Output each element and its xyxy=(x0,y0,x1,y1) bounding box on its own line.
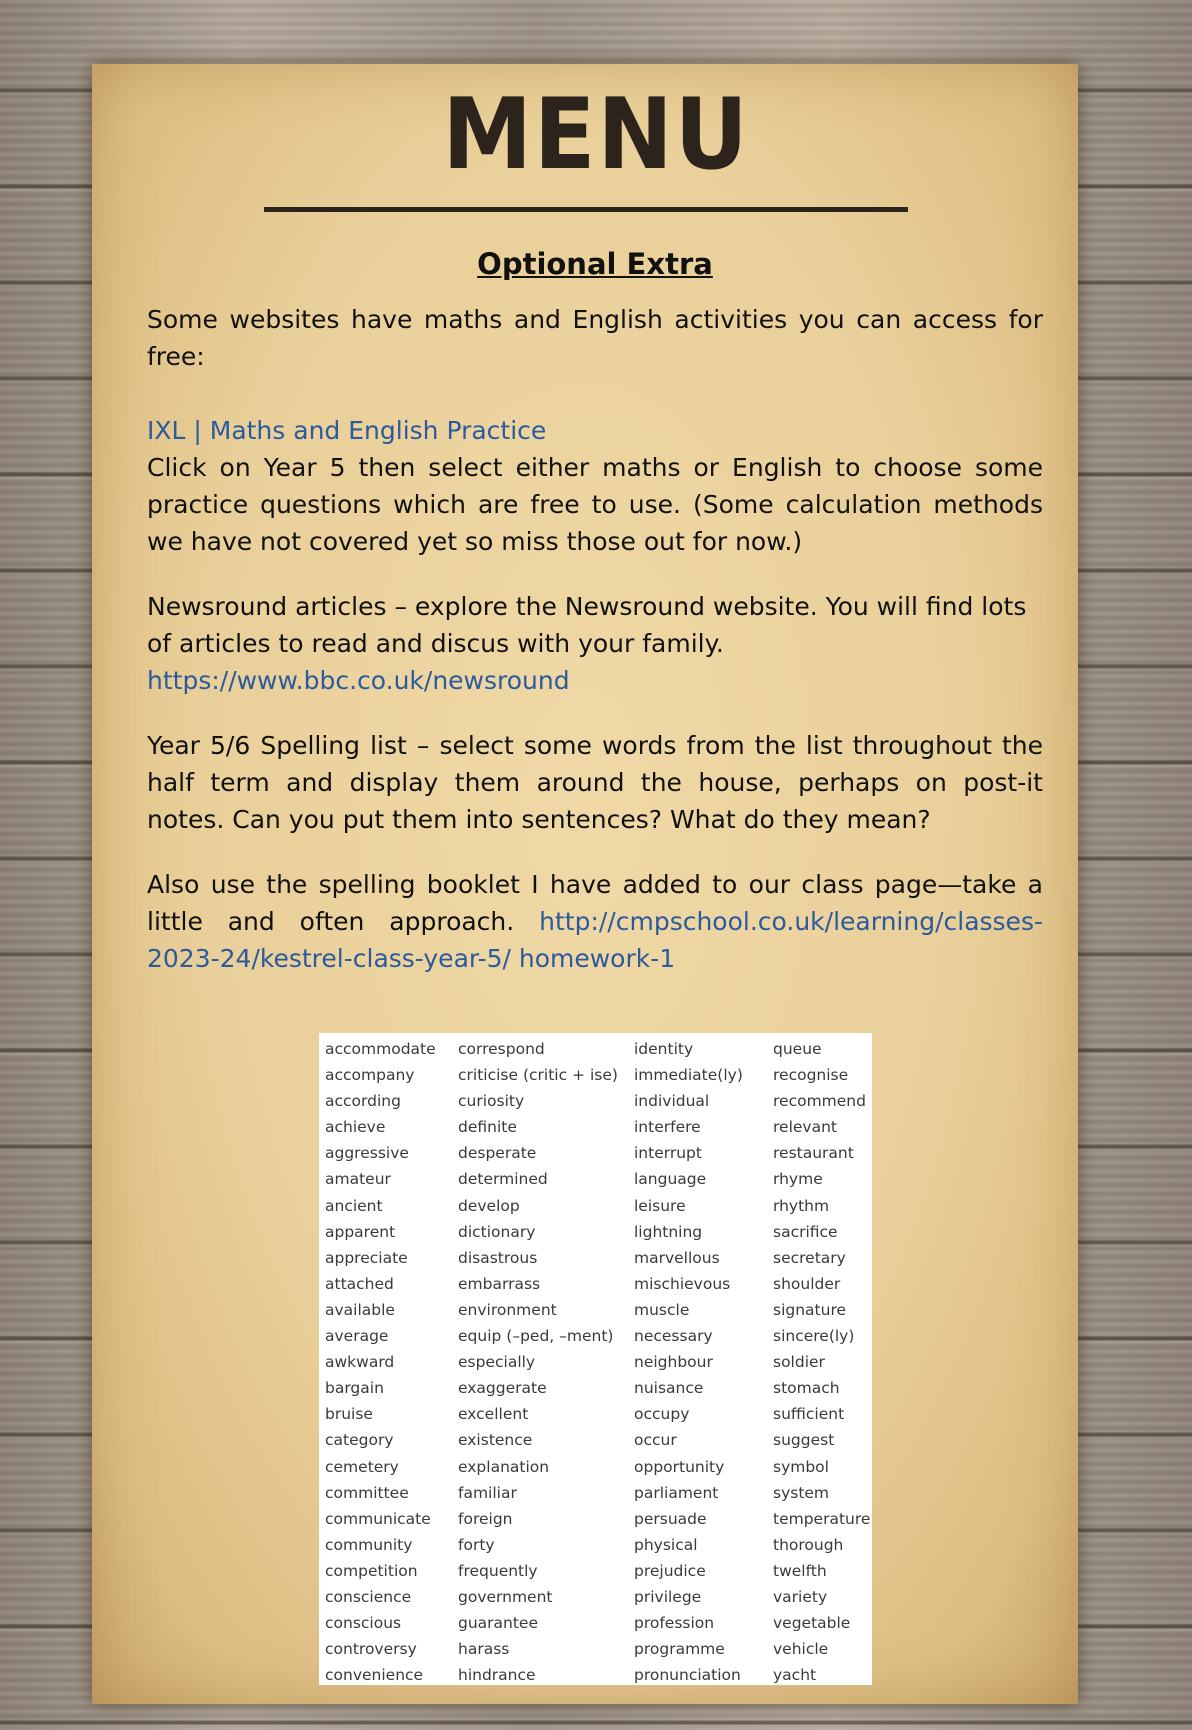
spelling-word: conscious xyxy=(325,1614,402,1633)
spelling-word: accommodate xyxy=(325,1040,436,1058)
spelling-word: language xyxy=(634,1170,707,1189)
spelling-word: familiar xyxy=(458,1483,517,1502)
spelling-word: convenience xyxy=(325,1666,424,1685)
spelling-word: vehicle xyxy=(773,1640,829,1659)
spelling-word: rhyme xyxy=(773,1170,823,1189)
ixl-link[interactable]: IXL | Maths and English Practice xyxy=(147,416,547,445)
spelling-word: communicate xyxy=(325,1509,431,1528)
spelling-word: sacrifice xyxy=(773,1222,838,1241)
spelling-word: explanation xyxy=(458,1457,550,1476)
page-title: MENU xyxy=(442,78,750,192)
spelling-word: system xyxy=(773,1483,830,1502)
spelling-word: interrupt xyxy=(634,1144,702,1163)
spelling-word: marvellous xyxy=(634,1248,720,1267)
word-column-2 xyxy=(458,1036,634,1688)
spelling-word: interfere xyxy=(634,1118,701,1137)
spelling-word: definite xyxy=(458,1118,517,1137)
spelling-word: awkward xyxy=(325,1353,395,1372)
booklet-text: Also use the spelling booklet I have added to our class page—take a little and often approach. xyxy=(147,870,1043,936)
spelling-word: government xyxy=(458,1587,553,1606)
spelling-word: muscle xyxy=(634,1300,690,1319)
spelling-word: leisure xyxy=(634,1196,686,1215)
spelling-word: average xyxy=(325,1327,389,1346)
spelling-word: guarantee xyxy=(458,1614,539,1633)
spelling-word: curiosity xyxy=(458,1092,525,1111)
spelling-word: shoulder xyxy=(773,1274,841,1293)
spelling-word: neighbour xyxy=(634,1353,713,1372)
spelling-word: dictionary xyxy=(458,1222,536,1241)
spelling-word: develop xyxy=(458,1196,520,1215)
spelling-word: disastrous xyxy=(458,1248,538,1267)
spelling-word: competition xyxy=(325,1561,418,1580)
spelling-word: secretary xyxy=(773,1248,846,1267)
spelling-word: amateur xyxy=(325,1170,391,1189)
spelling-word: bruise xyxy=(325,1405,373,1424)
spelling-word: occupy xyxy=(634,1405,690,1424)
spelling-word: suggest xyxy=(773,1431,835,1450)
spelling-word: exaggerate xyxy=(458,1379,547,1398)
spelling-word: equip (–ped, –ment) xyxy=(458,1327,614,1346)
content xyxy=(147,240,1043,977)
spelling-word: recommend xyxy=(773,1092,866,1111)
section-heading: Optional Extra xyxy=(477,247,713,281)
spelling-word: attached xyxy=(325,1274,394,1293)
intro-text: Some websites have maths and English activities you can access for free: xyxy=(147,305,1043,371)
spelling-word: excellent xyxy=(458,1405,529,1424)
spelling-word: soldier xyxy=(773,1353,825,1372)
spelling-word: harass xyxy=(458,1640,510,1659)
booklet-link[interactable]: http://cmpschool.co.uk/learning/classes-2023-24/kestrel-class-year-5/ homework-1 xyxy=(147,907,1043,973)
spelling-word: relevant xyxy=(773,1118,837,1137)
ixl-text: Click on Year 5 then select either maths or English to choose some practice questions which are free to use. (Some calculation methods we have not covered yet so miss those out for now.) xyxy=(147,453,1043,556)
spelling-word: according xyxy=(325,1092,401,1111)
spelling-word: symbol xyxy=(773,1457,829,1476)
spelling-word: immediate(ly) xyxy=(634,1066,743,1085)
spelling-word: existence xyxy=(458,1431,533,1450)
spelling-word: embarrass xyxy=(458,1274,541,1293)
spelling-word: twelfth xyxy=(773,1561,827,1580)
spelling-word: individual xyxy=(634,1092,710,1111)
spelling-word: mischievous xyxy=(634,1274,731,1293)
spelling-word: persuade xyxy=(634,1509,707,1528)
spelling-word: bargain xyxy=(325,1379,384,1398)
spelling-word: conscience xyxy=(325,1587,412,1606)
spelling-word: parliament xyxy=(634,1483,719,1502)
spelling-word: apparent xyxy=(325,1222,396,1241)
spelling-word: yacht xyxy=(773,1666,817,1685)
spelling-word: lightning xyxy=(634,1222,703,1241)
spelling-word: opportunity xyxy=(634,1457,725,1476)
spelling-word: appreciate xyxy=(325,1248,408,1267)
spelling-word: prejudice xyxy=(634,1561,706,1580)
spelling-word: controversy xyxy=(325,1640,417,1659)
spelling-word: vegetable xyxy=(773,1614,851,1633)
spelling-word: variety xyxy=(773,1587,828,1606)
spelling-word: community xyxy=(325,1535,413,1554)
spelling-word: criticise (critic + ise) xyxy=(458,1066,618,1085)
spelling-word: physical xyxy=(634,1535,698,1554)
newsround-link[interactable]: https://www.bbc.co.uk/newsround xyxy=(147,666,570,695)
spelling-word: category xyxy=(325,1431,394,1450)
spelling-word: sufficient xyxy=(773,1405,845,1424)
title-divider xyxy=(264,207,908,212)
spelling-word: forty xyxy=(458,1535,495,1554)
spelling-word: temperature xyxy=(773,1509,871,1528)
spelling-word: necessary xyxy=(634,1327,713,1346)
newsround-text: Newsround articles – explore the Newsround website. You will find lots of articles to read and discus with your family. xyxy=(147,592,1027,658)
spelling-word: correspond xyxy=(458,1040,545,1058)
spelling-word: hindrance xyxy=(458,1666,536,1685)
word-column-1 xyxy=(325,1036,458,1688)
spelling-word: environment xyxy=(458,1300,557,1319)
spelling-word: aggressive xyxy=(325,1144,409,1163)
spelling-word: frequently xyxy=(458,1561,538,1580)
spelling-list-text: Year 5/6 Spelling list – select some words from the list throughout the half term and display them around the house, perhaps on post-it notes. Can you put them into sentences? What do they mean? xyxy=(147,731,1043,834)
spelling-word: determined xyxy=(458,1170,548,1189)
spelling-word: thorough xyxy=(773,1535,844,1554)
spelling-word: signature xyxy=(773,1300,847,1319)
spelling-word: accompany xyxy=(325,1066,415,1085)
word-column-4 xyxy=(773,1036,873,1688)
spelling-word: occur xyxy=(634,1431,677,1450)
spelling-word: foreign xyxy=(458,1509,513,1528)
spelling-word: available xyxy=(325,1300,395,1319)
spelling-word: rhythm xyxy=(773,1196,830,1215)
spelling-word: sincere(ly) xyxy=(773,1327,855,1346)
spelling-word: restaurant xyxy=(773,1144,854,1163)
spelling-word: pronunciation xyxy=(634,1666,741,1685)
spelling-word-list xyxy=(319,1033,872,1685)
spelling-word: ancient xyxy=(325,1196,383,1215)
spelling-word: profession xyxy=(634,1614,715,1633)
spelling-word: committee xyxy=(325,1483,409,1502)
spelling-word: cemetery xyxy=(325,1457,399,1476)
word-column-3 xyxy=(634,1036,773,1688)
spelling-word: especially xyxy=(458,1353,536,1372)
spelling-word: programme xyxy=(634,1640,725,1659)
spelling-word: identity xyxy=(634,1040,694,1058)
spelling-word: achieve xyxy=(325,1118,386,1137)
spelling-word: queue xyxy=(773,1040,822,1058)
booklet-paragraph xyxy=(147,866,1043,977)
spelling-word: desperate xyxy=(458,1144,537,1163)
spelling-word: recognise xyxy=(773,1066,849,1085)
spelling-word: privilege xyxy=(634,1587,702,1606)
spelling-word: nuisance xyxy=(634,1379,704,1398)
spelling-word: stomach xyxy=(773,1379,840,1398)
